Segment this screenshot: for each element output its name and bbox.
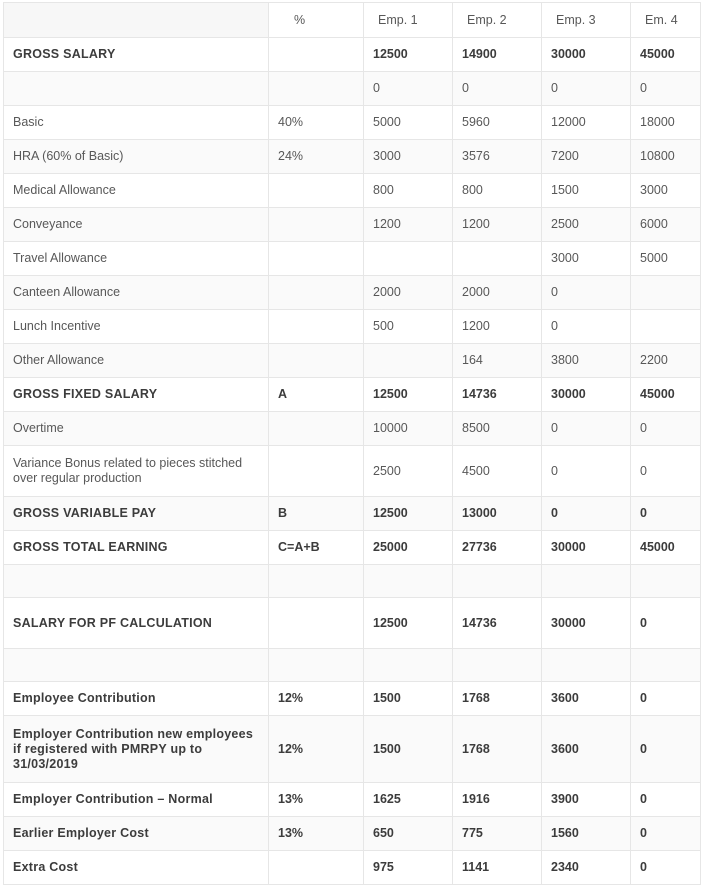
table-row bbox=[4, 598, 701, 649]
table-row bbox=[4, 208, 701, 242]
row-value-emp-3: 7200 bbox=[542, 140, 631, 174]
row-value-emp-4: 0 bbox=[631, 817, 701, 851]
row-value-emp-3: 3900 bbox=[542, 783, 631, 817]
row-label: Travel Allowance bbox=[4, 242, 269, 276]
row-value-emp-4: 3000 bbox=[631, 174, 701, 208]
row-percent bbox=[269, 72, 364, 106]
row-value-emp-4: 6000 bbox=[631, 208, 701, 242]
row-value-emp-3: 30000 bbox=[542, 38, 631, 72]
row-label: Medical Allowance bbox=[4, 174, 269, 208]
table-row bbox=[4, 242, 701, 276]
row-value-emp-3: 3600 bbox=[542, 716, 631, 783]
row-value-emp-2: 1141 bbox=[453, 851, 542, 885]
row-value-emp-2: 14900 bbox=[453, 38, 542, 72]
column-header-label bbox=[4, 3, 269, 38]
row-value-emp-2: 27736 bbox=[453, 531, 542, 565]
row-value-emp-2: 1916 bbox=[453, 783, 542, 817]
row-percent bbox=[269, 565, 364, 598]
row-value-emp-3: 30000 bbox=[542, 598, 631, 649]
row-value-emp-2 bbox=[453, 565, 542, 598]
row-value-emp-3: 3600 bbox=[542, 682, 631, 716]
row-value-emp-2: 0 bbox=[453, 72, 542, 106]
row-percent: 13% bbox=[269, 817, 364, 851]
row-value-emp-1: 1500 bbox=[364, 682, 453, 716]
row-value-emp-1: 1625 bbox=[364, 783, 453, 817]
row-value-emp-3: 0 bbox=[542, 310, 631, 344]
row-value-emp-3: 0 bbox=[542, 276, 631, 310]
row-value-emp-4: 0 bbox=[631, 716, 701, 783]
row-label: GROSS SALARY bbox=[4, 38, 269, 72]
row-value-emp-3 bbox=[542, 649, 631, 682]
row-value-emp-1: 12500 bbox=[364, 38, 453, 72]
table-row bbox=[4, 531, 701, 565]
row-value-emp-4: 45000 bbox=[631, 38, 701, 72]
row-label: GROSS VARIABLE PAY bbox=[4, 497, 269, 531]
table-row bbox=[4, 174, 701, 208]
row-percent bbox=[269, 174, 364, 208]
row-label: Employer Contribution – Normal bbox=[4, 783, 269, 817]
row-value-emp-1: 500 bbox=[364, 310, 453, 344]
row-value-emp-2: 3576 bbox=[453, 140, 542, 174]
row-value-emp-2: 800 bbox=[453, 174, 542, 208]
row-label: Other Allowance bbox=[4, 344, 269, 378]
row-value-emp-1: 2000 bbox=[364, 276, 453, 310]
row-value-emp-2: 1768 bbox=[453, 716, 542, 783]
table-row bbox=[4, 140, 701, 174]
row-value-emp-1: 3000 bbox=[364, 140, 453, 174]
row-value-emp-2: 4500 bbox=[453, 446, 542, 497]
row-value-emp-4 bbox=[631, 649, 701, 682]
table-row bbox=[4, 716, 701, 783]
table-row bbox=[4, 497, 701, 531]
row-value-emp-1: 12500 bbox=[364, 378, 453, 412]
row-value-emp-4: 10800 bbox=[631, 140, 701, 174]
row-label: Overtime bbox=[4, 412, 269, 446]
row-percent bbox=[269, 310, 364, 344]
row-percent bbox=[269, 344, 364, 378]
row-percent bbox=[269, 242, 364, 276]
table-row bbox=[4, 682, 701, 716]
row-value-emp-1: 10000 bbox=[364, 412, 453, 446]
salary-structure-table bbox=[3, 2, 701, 885]
row-value-emp-1: 12500 bbox=[364, 598, 453, 649]
row-value-emp-1 bbox=[364, 344, 453, 378]
row-value-emp-2: 5960 bbox=[453, 106, 542, 140]
row-value-emp-4: 45000 bbox=[631, 531, 701, 565]
row-value-emp-4: 0 bbox=[631, 446, 701, 497]
table-row bbox=[4, 851, 701, 885]
table-row bbox=[4, 412, 701, 446]
table-row bbox=[4, 446, 701, 497]
row-percent bbox=[269, 276, 364, 310]
row-value-emp-3 bbox=[542, 565, 631, 598]
row-percent bbox=[269, 649, 364, 682]
row-value-emp-4 bbox=[631, 276, 701, 310]
column-header-emp-1: Emp. 1 bbox=[364, 3, 453, 38]
row-value-emp-4: 5000 bbox=[631, 242, 701, 276]
table-row bbox=[4, 310, 701, 344]
table-row bbox=[4, 783, 701, 817]
row-label: Variance Bonus related to pieces stitched over regular production bbox=[4, 446, 269, 497]
row-value-emp-2: 164 bbox=[453, 344, 542, 378]
row-value-emp-4: 45000 bbox=[631, 378, 701, 412]
row-value-emp-2 bbox=[453, 242, 542, 276]
row-value-emp-2: 14736 bbox=[453, 378, 542, 412]
row-value-emp-1 bbox=[364, 649, 453, 682]
table-body bbox=[4, 38, 701, 885]
row-value-emp-2: 14736 bbox=[453, 598, 542, 649]
row-label: Canteen Allowance bbox=[4, 276, 269, 310]
row-value-emp-1: 975 bbox=[364, 851, 453, 885]
row-value-emp-3: 1560 bbox=[542, 817, 631, 851]
row-value-emp-3: 3000 bbox=[542, 242, 631, 276]
column-header-emp-3: Emp. 3 bbox=[542, 3, 631, 38]
row-label: Extra Cost bbox=[4, 851, 269, 885]
table-row bbox=[4, 817, 701, 851]
row-value-emp-2: 1200 bbox=[453, 310, 542, 344]
row-percent: 24% bbox=[269, 140, 364, 174]
row-value-emp-1: 0 bbox=[364, 72, 453, 106]
table-row bbox=[4, 276, 701, 310]
row-value-emp-1: 650 bbox=[364, 817, 453, 851]
row-value-emp-1: 800 bbox=[364, 174, 453, 208]
row-percent bbox=[269, 446, 364, 497]
row-value-emp-3: 1500 bbox=[542, 174, 631, 208]
row-value-emp-1: 12500 bbox=[364, 497, 453, 531]
row-label: Employer Contribution new employees if registered with PMRPY up to 31/03/2019 bbox=[4, 716, 269, 783]
row-value-emp-1: 25000 bbox=[364, 531, 453, 565]
table-row bbox=[4, 38, 701, 72]
row-percent: 12% bbox=[269, 682, 364, 716]
row-value-emp-4 bbox=[631, 310, 701, 344]
row-value-emp-3: 2340 bbox=[542, 851, 631, 885]
row-value-emp-4: 2200 bbox=[631, 344, 701, 378]
row-percent bbox=[269, 208, 364, 242]
row-label: GROSS TOTAL EARNING bbox=[4, 531, 269, 565]
row-value-emp-1: 5000 bbox=[364, 106, 453, 140]
row-percent: 40% bbox=[269, 106, 364, 140]
row-value-emp-4 bbox=[631, 565, 701, 598]
row-value-emp-2: 2000 bbox=[453, 276, 542, 310]
row-value-emp-3: 2500 bbox=[542, 208, 631, 242]
row-label: Employee Contribution bbox=[4, 682, 269, 716]
row-percent: 12% bbox=[269, 716, 364, 783]
row-value-emp-3: 0 bbox=[542, 497, 631, 531]
row-label bbox=[4, 649, 269, 682]
row-value-emp-3: 30000 bbox=[542, 531, 631, 565]
row-value-emp-1: 2500 bbox=[364, 446, 453, 497]
row-value-emp-2: 775 bbox=[453, 817, 542, 851]
row-value-emp-4: 0 bbox=[631, 598, 701, 649]
row-value-emp-2 bbox=[453, 649, 542, 682]
table-row bbox=[4, 106, 701, 140]
column-header-percent: % bbox=[269, 3, 364, 38]
row-value-emp-4: 0 bbox=[631, 851, 701, 885]
row-value-emp-2: 1768 bbox=[453, 682, 542, 716]
row-percent: C=A+B bbox=[269, 531, 364, 565]
row-label: Lunch Incentive bbox=[4, 310, 269, 344]
table-spacer-row bbox=[4, 565, 701, 598]
row-label: SALARY FOR PF CALCULATION bbox=[4, 598, 269, 649]
row-value-emp-4: 18000 bbox=[631, 106, 701, 140]
table-row bbox=[4, 344, 701, 378]
row-value-emp-2: 8500 bbox=[453, 412, 542, 446]
row-label: GROSS FIXED SALARY bbox=[4, 378, 269, 412]
table-row bbox=[4, 378, 701, 412]
row-label: Basic bbox=[4, 106, 269, 140]
row-value-emp-2: 1200 bbox=[453, 208, 542, 242]
row-value-emp-4: 0 bbox=[631, 682, 701, 716]
row-value-emp-1: 1200 bbox=[364, 208, 453, 242]
row-value-emp-1 bbox=[364, 565, 453, 598]
column-header-emp-4: Em. 4 bbox=[631, 3, 701, 38]
row-value-emp-3: 3800 bbox=[542, 344, 631, 378]
row-value-emp-4: 0 bbox=[631, 497, 701, 531]
table-header bbox=[4, 3, 701, 38]
row-value-emp-3: 0 bbox=[542, 72, 631, 106]
row-value-emp-4: 0 bbox=[631, 412, 701, 446]
row-percent: B bbox=[269, 497, 364, 531]
row-label: Conveyance bbox=[4, 208, 269, 242]
row-label: Earlier Employer Cost bbox=[4, 817, 269, 851]
row-percent bbox=[269, 598, 364, 649]
table-row bbox=[4, 72, 701, 106]
row-percent bbox=[269, 38, 364, 72]
row-value-emp-2: 13000 bbox=[453, 497, 542, 531]
row-value-emp-4: 0 bbox=[631, 72, 701, 106]
row-percent: A bbox=[269, 378, 364, 412]
row-value-emp-3: 0 bbox=[542, 446, 631, 497]
row-value-emp-3: 30000 bbox=[542, 378, 631, 412]
row-value-emp-3: 12000 bbox=[542, 106, 631, 140]
row-value-emp-1: 1500 bbox=[364, 716, 453, 783]
row-value-emp-3: 0 bbox=[542, 412, 631, 446]
table-spacer-row bbox=[4, 649, 701, 682]
row-percent: 13% bbox=[269, 783, 364, 817]
header-row bbox=[4, 3, 701, 38]
row-label bbox=[4, 72, 269, 106]
row-value-emp-4: 0 bbox=[631, 783, 701, 817]
column-header-emp-2: Emp. 2 bbox=[453, 3, 542, 38]
row-label: HRA (60% of Basic) bbox=[4, 140, 269, 174]
row-percent bbox=[269, 412, 364, 446]
row-value-emp-1 bbox=[364, 242, 453, 276]
row-percent bbox=[269, 851, 364, 885]
row-label bbox=[4, 565, 269, 598]
